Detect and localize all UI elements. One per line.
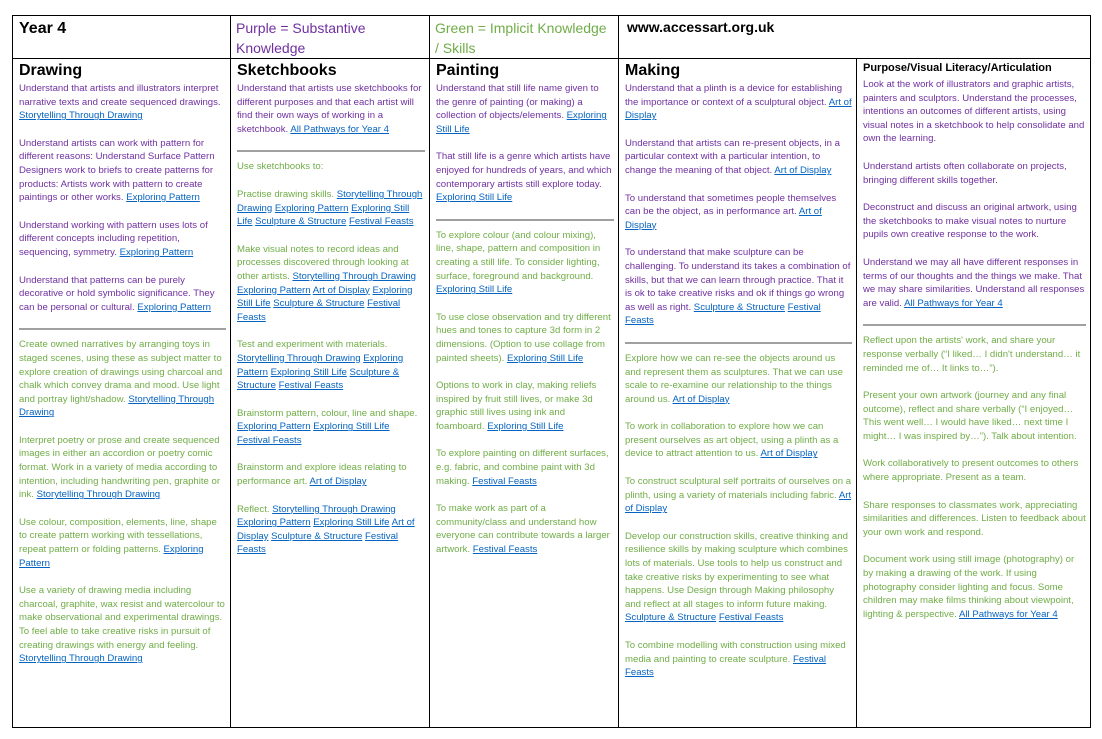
implicit-skills-text: [19, 434, 226, 502]
paragraph-text: Understand that artists use sketchbooks for different purposes and that each artist will find their own ways of working in a sketchbook.: [237, 83, 422, 135]
pathway-link[interactable]: Exploring Still Life: [313, 517, 390, 529]
paragraph-text: Understand we may all have different responses in terms of our thoughts and the things we make. That we may share similarities. Understand all responses are valid.: [863, 256, 1085, 309]
purple-key: Purple = Substantive Knowledge: [236, 20, 366, 56]
pathway-link[interactable]: Exploring Pattern: [237, 284, 311, 296]
pathway-link[interactable]: Art of Display: [625, 206, 822, 231]
pathway-link[interactable]: Exploring Pattern: [126, 192, 200, 204]
pathway-link[interactable]: Exploring Still Life: [506, 352, 584, 364]
implicit-skills-text: [863, 499, 1086, 540]
paragraph-text: Present your own artwork (journey and any final outcome), reflect and share verbally (“I enjoyed… This went well… I would have liked… next time I might… I was inspired by…”). Talk about intention.: [863, 390, 1077, 442]
paragraph-text: Understand artists often collaborate on projects, bringing different skills together.: [863, 160, 1067, 186]
column-title: Drawing: [19, 62, 83, 79]
implicit-skills-text: [436, 447, 614, 488]
pathway-link[interactable]: Festival Feasts: [625, 653, 827, 679]
pathway-link[interactable]: All Pathways for Year 4: [904, 297, 1003, 309]
substantive-knowledge-text: [625, 137, 852, 178]
substantive-knowledge-text: [625, 82, 852, 123]
column-drawing: [13, 59, 231, 728]
pathway-link[interactable]: Sculpture & Structure: [625, 612, 717, 624]
purple-key-cell: [231, 16, 430, 59]
implicit-skills-text: [436, 229, 614, 297]
paragraph-text: Options to work in clay, making reliefs inspired by fruit still lives, or make 3d graphic still lives using ink and foamboard.: [436, 380, 597, 432]
website-cell: [619, 16, 1091, 59]
year-title: Year 4: [19, 20, 67, 37]
column-title: Making: [625, 62, 681, 79]
paragraph-text: Understand working with pattern uses lots of different concepts including repetition, sequencing, symmetry.: [19, 219, 208, 258]
implicit-skills-text: [625, 639, 852, 680]
implicit-skills-text: [237, 160, 425, 174]
pathway-link[interactable]: Art of Display: [309, 476, 367, 488]
implicit-skills-text: [237, 188, 425, 229]
pathway-link[interactable]: Festival Feasts: [237, 530, 399, 556]
website-label: www.accessart.org.uk: [627, 19, 775, 35]
pathway-link[interactable]: Exploring Pattern: [19, 544, 204, 569]
cell-making: [625, 59, 852, 727]
pathway-link[interactable]: Exploring Still Life: [313, 421, 390, 433]
substantive-knowledge-text: [625, 192, 852, 233]
pathway-link[interactable]: Exploring Still Life: [237, 284, 413, 310]
implicit-skills-text: [237, 243, 425, 325]
paragraph-text: Create owned narratives by arranging toys in staged scenes, using these as subject matter to explore creation of drawings using charcoal and chalk which convey drama and mood. Use light and portray light/shadow.: [19, 339, 223, 405]
pathway-link[interactable]: Storytelling Through Drawing: [19, 653, 143, 665]
header-row: [13, 16, 1091, 59]
implicit-skills-text: [863, 334, 1086, 375]
pathway-link[interactable]: Storytelling Through Drawing: [19, 393, 215, 419]
pathway-link[interactable]: Art of Display: [312, 284, 370, 296]
implicit-skills-text: [625, 420, 852, 461]
substantive-knowledge-text: [863, 160, 1086, 187]
substantive-knowledge-text: [436, 150, 614, 204]
column-painting: [430, 59, 619, 728]
paragraph-text: Work collaboratively to present outcomes to others where appropriate. Present as a team.: [863, 458, 1079, 484]
paragraph-text: To understand that make sculpture can be challenging. To understand its takes a combination of skills, but that we can learn through practice. That it is ok to take creative risks and ok if things go wrong as well as right.: [625, 247, 851, 313]
paragraph-text: Understand that patterns can be purely decorative or hold symbolic significance. They can be personal or cultural.: [19, 274, 215, 313]
pathway-link[interactable]: Exploring Still Life: [436, 284, 513, 296]
paragraph-text: Understand that still life name given to the genre of painting (or making) a collection of objects/elements.: [436, 83, 599, 122]
substantive-knowledge-text: [436, 82, 614, 136]
paragraph-text: To explore colour (and colour mixing), line, shape, pattern and composition in creating a still life. To consider lighting, surface, foreground and background.: [436, 229, 601, 282]
pathway-link[interactable]: Storytelling Through Drawing: [36, 489, 161, 501]
paragraph-text: To use close observation and try different hues and tones to capture 3d form in 2 dimensions. (Option to use collage from painted sheets).: [436, 311, 611, 364]
paragraph-text: Understand that artists and illustrators interpret narrative texts and create sequenced drawings.: [19, 83, 221, 108]
pathway-link[interactable]: Storytelling Through Drawing: [292, 270, 416, 282]
paragraph-text: To make work as part of a community/class and understand how everyone can contribute towards a larger artwork.: [436, 503, 610, 556]
pathway-link[interactable]: Storytelling Through Drawing: [272, 503, 396, 515]
pathway-link[interactable]: Storytelling Through Drawing: [237, 188, 423, 214]
substantive-knowledge-text: [19, 82, 226, 123]
pathway-link[interactable]: Art of Display: [774, 164, 832, 176]
implicit-skills-text: [625, 352, 852, 406]
pathway-link[interactable]: Sculpture & Structure: [693, 301, 785, 313]
pathway-link[interactable]: Art of Display: [625, 489, 852, 515]
implicit-skills-text: [863, 553, 1086, 621]
column-title: Sketchbooks: [237, 62, 337, 79]
pathway-link[interactable]: Exploring Pattern: [119, 246, 194, 258]
pathway-link[interactable]: Festival Feasts: [718, 612, 784, 624]
paragraph-text: Look at the work of illustrators and graphic artists, painters and sculptors. Understand the processes, intentions an outcomes of different artists, using visual notes in a sketchbook to help consolidate and own the learning.: [863, 79, 1085, 145]
column-title: Painting: [436, 62, 500, 79]
pathway-link[interactable]: Festival Feasts: [237, 298, 401, 323]
paragraph-text: Document work using still image (photography) or by making a drawing of the work. If using photography consider lighting and focus. Some children may make films thinking about viewpoint, lighting & perspective.: [863, 554, 1075, 620]
pathway-link[interactable]: Exploring Still Life: [436, 192, 513, 204]
paragraph-text: Understand that artists can re-present objects, in a particular context with a particular intention, to change the meaning of that object.: [625, 137, 840, 176]
paragraph-text: Brainstorm pattern, colour, line and shape.: [237, 407, 418, 419]
paragraph-text: Reflect.: [237, 503, 273, 515]
paragraph-text: Use sketchbooks to:: [237, 161, 324, 173]
content-row: [13, 59, 1091, 728]
substantive-knowledge-text: [19, 274, 226, 315]
section-divider: [625, 342, 852, 344]
paragraph-text: That still life is a genre which artists have enjoyed for hundreds of years, and which contemporary artists still explore today.: [436, 151, 612, 190]
pathway-link[interactable]: Festival Feasts: [237, 434, 302, 446]
pathway-link[interactable]: Festival Feasts: [472, 475, 537, 487]
paragraph-text: Interpret poetry or prose and create sequenced images in either an accordion or poetry comic format. Work in a variety of media according to intention, including handwriting pen, graphite or ink.: [19, 434, 221, 501]
substantive-knowledge-text: [863, 78, 1086, 146]
pathway-link[interactable]: Exploring Still Life: [487, 420, 564, 432]
implicit-skills-text: [625, 475, 852, 516]
substantive-knowledge-text: [237, 82, 425, 136]
pathway-link[interactable]: Art of Display: [672, 393, 730, 405]
pathway-link[interactable]: All Pathways for Year 4: [959, 608, 1058, 620]
pathway-link[interactable]: Exploring Pattern: [274, 202, 349, 214]
implicit-skills-text: [436, 311, 614, 365]
curriculum-table: [12, 15, 1091, 728]
substantive-knowledge-text: [625, 246, 852, 328]
paragraph-text: Share responses to classmates work, appreciating similarities and differences. Listen to feedback about your own work and respond.: [863, 499, 1086, 538]
pathway-link[interactable]: Exploring Still Life: [436, 110, 607, 135]
implicit-skills-text: [237, 407, 425, 448]
pathway-link[interactable]: Exploring Pattern: [237, 517, 311, 529]
green-key-cell: [430, 16, 619, 59]
pathway-link[interactable]: Sculpture & Structure: [255, 216, 347, 228]
paragraph-text: Develop our construction skills, creative thinking and resilience skills by making sculpture which combines lots of materials. Use tools to help us construct and take creative risks by experimenting to see what happens. Use Design through Making philosophy and reflect at all stages to inform future making.: [625, 530, 848, 610]
pathway-link[interactable]: Sculpture & Structure: [271, 530, 363, 542]
substantive-knowledge-text: [19, 219, 226, 260]
substantive-knowledge-text: [863, 256, 1086, 310]
green-key: Green = Implicit Knowledge / Skills: [435, 20, 607, 56]
column-purpose: [857, 59, 1091, 728]
paragraph-text: Understand that a plinth is a device for establishing the importance or context of a sculptural object.: [625, 83, 843, 108]
paragraph-text: Test and experiment with materials.: [237, 339, 388, 351]
section-divider: [436, 219, 614, 221]
pathway-link[interactable]: Festival Feasts: [349, 216, 414, 228]
pathway-link[interactable]: Art of Display: [237, 517, 415, 542]
implicit-skills-text: [19, 338, 226, 420]
pathway-link[interactable]: Festival Feasts: [625, 301, 821, 327]
paragraph-text: Reflect upon the artists' work, and share your response verbally (“I liked… I didn't understand… it reminded me of… It links to…”).: [863, 335, 1081, 374]
paragraph-text: To explore painting on different surfaces, e.g. fabric, and combine paint with 3d making.: [436, 448, 609, 487]
pathway-link[interactable]: Exploring Pattern: [137, 301, 211, 313]
cell-painting: [436, 59, 614, 727]
pathway-link[interactable]: Storytelling Through Drawing: [19, 110, 143, 122]
column-making: [619, 59, 857, 728]
pathway-link[interactable]: Exploring Pattern: [237, 421, 311, 433]
paragraph-text: Understand artists can work with pattern for different reasons: Understand Surface Pattern Designers work to briefs to create patterns for products: Artists work with pattern to create paintings or other works.: [19, 137, 215, 204]
pathway-link[interactable]: Art of Display: [760, 448, 818, 460]
year-cell: [13, 16, 231, 59]
paragraph-text: Practise drawing skills.: [237, 188, 337, 200]
pathway-link[interactable]: Art of Display: [625, 96, 852, 122]
cell-drawing: [19, 59, 226, 727]
implicit-skills-text: [19, 584, 226, 666]
column-title: Purpose/Visual Literacy/Articulation: [863, 62, 1052, 74]
cell-purpose: [863, 59, 1086, 727]
pathway-link[interactable]: Exploring Still Life: [237, 202, 410, 228]
pathway-link[interactable]: Exploring Still Life: [270, 366, 347, 378]
section-divider: [237, 150, 425, 152]
substantive-knowledge-text: [19, 137, 226, 205]
implicit-skills-text: [237, 461, 425, 488]
cell-sketchbooks: [237, 59, 425, 727]
pathway-link[interactable]: Sculpture & Structure: [237, 366, 400, 392]
paragraph-text: To combine modelling with construction using mixed media and painting to create sculpture.: [625, 640, 846, 665]
implicit-skills-text: [436, 379, 614, 433]
pathway-link[interactable]: Exploring Pattern: [237, 352, 404, 378]
implicit-skills-text: [237, 503, 425, 557]
paragraph-text: Use a variety of drawing media including charcoal, graphite, wax resist and watercolour to make observational and experimental drawings. To feel able to take creative risks in pursuit of creating drawings with energy and feeling.: [19, 585, 225, 651]
pathway-link[interactable]: Festival Feasts: [278, 380, 344, 392]
paragraph-text: Explore how we can re-see the objects around us and represent them as sculptures. That we can use scale to re-examine our relationship to the things around us.: [625, 352, 843, 405]
pathway-link[interactable]: Sculpture & Structure: [273, 298, 365, 310]
implicit-skills-text: [625, 530, 852, 625]
implicit-skills-text: [863, 457, 1086, 484]
paragraph-text: To construct sculptural self portraits of ourselves on a plinth, using a variety of materials including fabric.: [625, 476, 852, 501]
section-divider: [19, 328, 226, 330]
paragraph-text: To work in collaboration to explore how we can present ourselves as art object, using a plinth as a device to attract attention to us.: [625, 421, 839, 460]
section-divider: [863, 324, 1086, 326]
column-sketchbooks: [231, 59, 430, 728]
implicit-skills-text: [436, 502, 614, 556]
pathway-link[interactable]: Storytelling Through Drawing: [237, 352, 361, 364]
implicit-skills-text: [19, 516, 226, 570]
paragraph-text: Deconstruct and discuss an original artwork, using the sketchbooks to make visual notes to nurture pupils own creative response to the work.: [863, 202, 1077, 241]
paragraph-text: To understand that sometimes people themselves can be the object, as in performance art.: [625, 192, 837, 218]
paragraph-text: Brainstorm and explore ideas relating to performance art.: [237, 462, 407, 488]
implicit-skills-text: [863, 389, 1086, 443]
paragraph-text: Make visual notes to record ideas and processes discovered through looking at other artists.: [237, 243, 409, 282]
pathway-link[interactable]: Festival Feasts: [472, 544, 538, 556]
paragraph-text: Use colour, composition, elements, line, shape to create pattern working with tessellations, repeat pattern or folding patterns.: [19, 516, 217, 556]
implicit-skills-text: [237, 338, 425, 392]
pathway-link[interactable]: All Pathways for Year 4: [290, 123, 390, 135]
substantive-knowledge-text: [863, 201, 1086, 242]
